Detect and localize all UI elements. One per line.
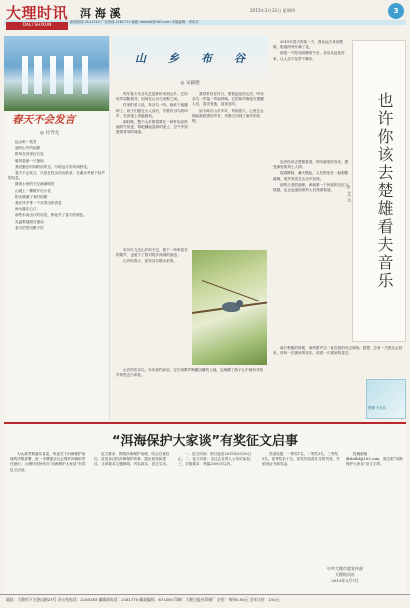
left-article-author: ◎ 付齐光 (40, 131, 60, 136)
bird-head-icon (236, 300, 243, 307)
right-article-paragraph: 也许你该去楚雄看看，听听那里的音乐，感受那里的风土人情。 (273, 160, 349, 170)
right-article-col2 (273, 160, 349, 194)
contest-col5 (346, 452, 404, 469)
date-line: 2015年3月12日 星期四 (250, 8, 296, 13)
left-article-line: 暖风是最一片葱绿 (15, 158, 44, 163)
left-article-line: 雨水落在心口 (15, 207, 37, 212)
center-article-author: ◎ 宋毅德 (180, 81, 200, 86)
right-article-paragraph: 夜幕降临，篝火燃起，人们围坐在一起唱歌跳舞，欢声笑语在山谷中回荡。 (273, 171, 349, 181)
left-article-line: 我们聚在时间的河岸边，写给远方的风和野花。 (15, 164, 91, 169)
right-article-paragraph: 离开楚雄的时候，那些歌声还一直在我的耳边回响。我想，总有一天我还会回来，再听一次那里的音乐，再看一次那里的星空。 (273, 346, 403, 356)
contest-col4 (262, 452, 340, 469)
center-article-paragraph: 山乡的布谷鸟，年年如约而至。它们用歌声唤醒沉睡的土地，也唤醒了游子心中那份对故乡的思念与牵挂。 (116, 368, 264, 378)
page-number-badge: 3 (388, 3, 404, 19)
center-article-paragraph: 那时候，整个山乡都笼罩在一种朴实而热闹的气氛里，犁耙翻起湿润的泥土，空气中弥漫着青草的味道。 (116, 120, 188, 135)
poem-title: 也许你该去楚雄看夫音乐 (375, 92, 394, 290)
right-article-paragraph: 那是一个阳光明媚的午后，音乐从远处传来，让人忍不住停下脚步。 (273, 51, 345, 61)
contest-col1 (10, 452, 88, 474)
center-article-col3 (116, 248, 188, 266)
left-article-line: 阳光铺满了来时的路 (15, 194, 48, 199)
left-article-line: 遥听山中的寂静 (15, 146, 41, 151)
contest-col3-text: 一、征文时间：即日起至2015年6月30日止。二、征文对象：全社会各界人士均可参加。三、字数要求：每篇2000字以内。 (178, 452, 254, 467)
center-article-paragraph: 村里的老人说，布谷鸟一叫，就该下地播种了。孩子们跟在大人身后，学着布谷鸟的叫声，在田埂上奔跑嬉戏。 (116, 103, 188, 118)
contest-signature: 中共大理市委宣传部 大理时讯社 2015年3月7日 (327, 566, 363, 583)
bird-photo (192, 250, 267, 365)
section-name: 洱 海 溪 (80, 7, 121, 20)
center-article-paragraph: 我常常站在村口，望着远处的山峦，听布谷鸟一声接一声地呼唤。它的叫声像是在提醒人们，春光易逝，莫误农时。 (192, 92, 264, 107)
center-article-title: 山乡布谷 (135, 52, 267, 65)
left-article-line: 野草在河里红石处 (15, 152, 44, 157)
right-article-col1 (273, 40, 349, 63)
contest-col4-text: 奖项设置：一等奖1名，二等奖3名，三等奖5名，优秀奖若干名。获奖作品将在本报刊登，并颁发证书和奖金。 (262, 452, 340, 467)
poem-author: ◎ 艾 元 (346, 185, 351, 203)
contest-col1-text: 为认真贯彻落实省委、州委关于洱海保护治理的决策部署，进一步增强全社会保护洱海的责任意识，大理时讯特举办“洱海保护大家谈”有奖征文活动。 (10, 452, 86, 472)
center-article-col4 (116, 368, 266, 379)
center-article-col2 (192, 92, 264, 125)
masthead-info: 新闻热线 2121740 广告热线 2181771 邮箱 dlsbdlsl@163.com 本版编辑：李凤平 (70, 20, 199, 24)
center-article-paragraph: 山乡的春天，是布谷鸟唱出来的。 (123, 259, 177, 264)
center-article-paragraph: 每年春天布谷鸟总是准时来到山乡，它的叫声清脆悦耳，回荡在山谷与田野之间。 (116, 92, 188, 102)
contest-col2-text: 征文要求：围绕洱海保护治理，结合自身经历，讲述身边的洱海保护故事，提出意见和建议。文章要求主题鲜明、内容真实、语言生动。 (94, 452, 170, 467)
center-article-col1 (116, 92, 188, 137)
contest-col3 (178, 452, 256, 469)
left-article-line: 山坡上一棵树开出小花 (15, 188, 51, 193)
left-article-line: 那些未说出口的话语，都化作了春天的颜色。 (15, 213, 87, 218)
center-article-paragraph: 如今离开山乡多年，每到春天，心里总会响起那熟悉的声音，仿佛又回到了童年的田野。 (192, 108, 264, 124)
corner-illustration-label: 楚雄·夫音乐 (368, 406, 387, 410)
left-article-title: 春天不会发言 (12, 114, 75, 126)
newspaper-logo: 大理时讯 (6, 4, 69, 22)
footer-text: 地址：大理市下关苍山路23号 办公室电话：2183183 编辑部电话：2181770 邮政编码：671000 印刷：大理日报社印刷厂 定价：每份0.50元 全年订价：150元 (6, 597, 280, 602)
right-article-paragraph: 那些古老的旋律，承载着一个民族的记忆与情感，也让远道而来的人们深深着迷。 (273, 182, 349, 193)
left-article-line: 我在风中等一个未寄出的消息 (15, 201, 62, 206)
contest-col2 (94, 452, 172, 469)
left-article-line: 远山听一枝雪 (15, 140, 37, 144)
waterfall-photo (4, 36, 109, 111)
left-article-line: 静看水里的天空渐渐明亮 (15, 182, 55, 187)
contest-col5-text: 投稿邮箱：dlsbdlsl@163.com，请注明“洱海保护大家谈”征文字样。 (346, 452, 403, 467)
newspaper-logo-sub: DALI SHIXUN (6, 22, 68, 30)
left-article-line: 春天依然沉默不语 (15, 225, 44, 230)
contest-title: “洱海保护大家谈”有奖征文启事 (111, 434, 299, 449)
corner-illustration (366, 379, 406, 419)
left-article-body (8, 140, 106, 232)
left-article-line: 光温柔地照在窗前 (15, 219, 44, 224)
left-article-line: 春天不会发言，只是在枝头结出新芽，在溪水旁留下轻声的叹息。 (8, 171, 105, 181)
center-article-paragraph: 布谷鸟飞过山乡的天空，留下一串串悠长的歌声，也留下了我对故乡深深的眷恋。 (116, 248, 188, 258)
right-article-col3 (273, 346, 406, 357)
right-article-paragraph: 2015年春天的某一天，我从远方来到楚雄，街道两旁开满了花。 (273, 40, 344, 50)
